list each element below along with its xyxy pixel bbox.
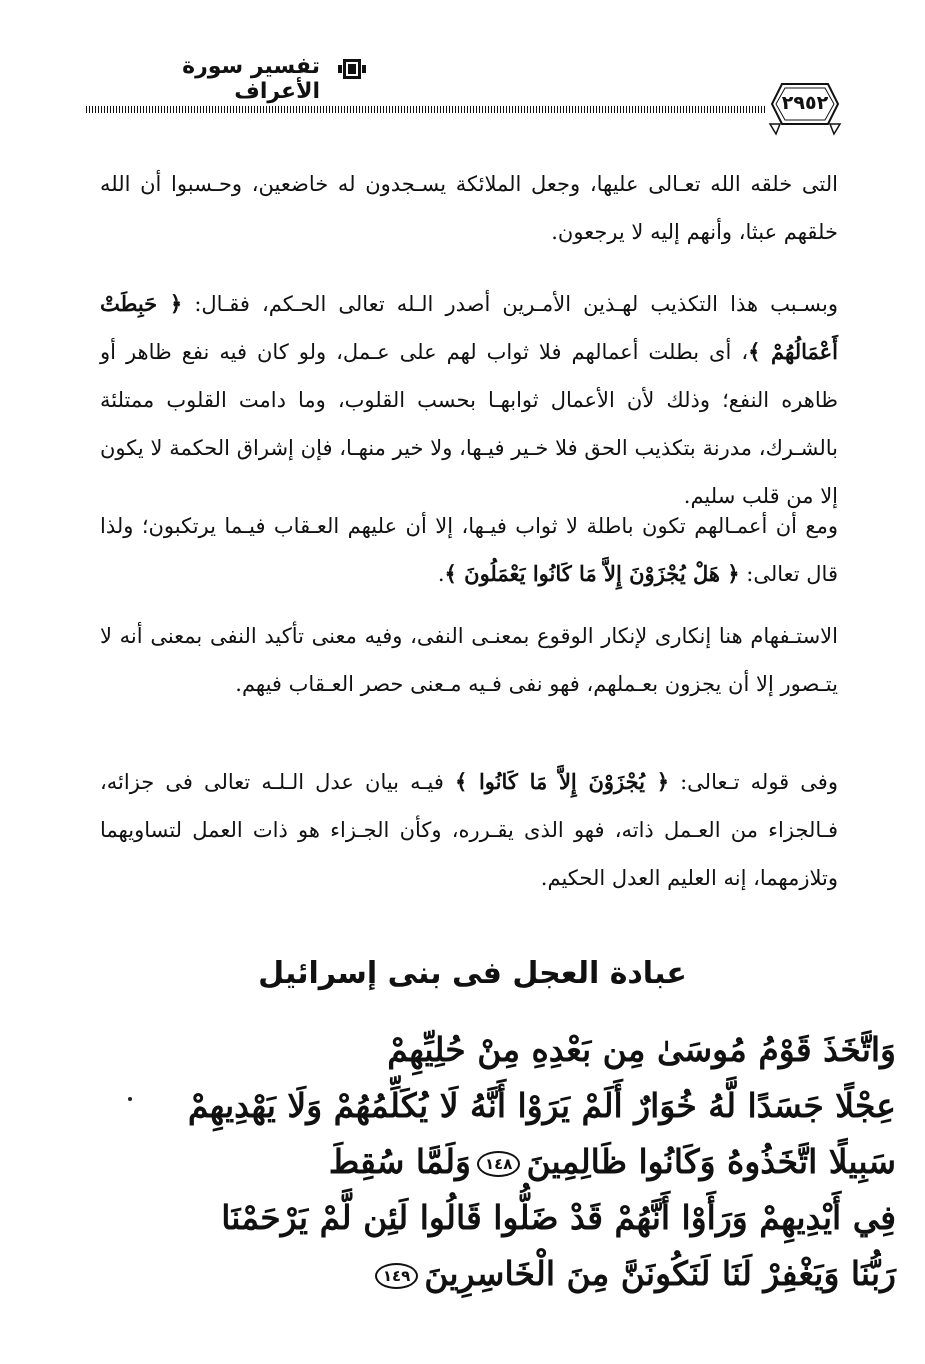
- verse-line: [176, 1190, 896, 1246]
- paragraph-5: [100, 758, 838, 902]
- verse-number-marker: ١٤٩: [375, 1263, 418, 1289]
- verse-text: فِي أَيْدِيهِمْ وَرَأَوْا أَنَّهُمْ قَدْ ضَلُّوا قَالُوا لَئِن لَّمْ يَرْحَمْنَا: [221, 1198, 896, 1237]
- verse-line: [176, 1134, 896, 1190]
- paragraph-text: التى خلقه الله تعـالى عليها، وجعل الملائكة يسـجدون له خاضعين، وحـسبوا أن الله خلقهم عبثا، وأنهم إليه لا يرجعون.: [100, 172, 838, 244]
- verse-text: سَبِيلًا اتَّخَذُوهُ وَكَانُوا ظَالِمِينَ: [526, 1142, 896, 1181]
- paragraph-3: [100, 502, 838, 598]
- verse-text: رَبُّنَا وَيَغْفِرْ لَنَا لَنَكُونَنَّ مِنَ الْخَاسِرِينَ: [424, 1254, 896, 1293]
- paragraph-text: فيـه بيان عدل الـلـه تعالى فى جزائه، فـالجزاء من العـمل ذاته، فهو الذى يقـرره، وكأن الجـزاء هو ذات العمل لتساويهما وتلازمهما، إنه العليم العدل الحكيم.: [100, 770, 838, 890]
- paragraph-text: وفى قوله تـعالى:: [669, 770, 838, 794]
- quran-verse-block: [176, 1022, 896, 1302]
- paragraph-text: .: [437, 562, 445, 586]
- scan-speck: [128, 1097, 132, 1101]
- verse-text: وَاتَّخَذَ قَوْمُ مُوسَىٰ مِن بَعْدِهِ مِنْ حُلِيِّهِمْ: [387, 1030, 896, 1069]
- paragraph-text: الاستـفهام هنا إنكارى لإنكار الوقوع بمعنـى النفى، وفيه معنى تأكيد النفى بمعنى أنه لا يتـصور إلا أن يجزون بعـملهم، فهو نفى فـيه مـعنى حصر العـقاب فيهم.: [100, 624, 838, 696]
- verse-line: [176, 1246, 896, 1302]
- paragraph-1: [100, 160, 838, 256]
- verse-text: عِجْلًا جَسَدًا لَّهُ خُوَارٌ أَلَمْ يَرَوْا أَنَّهُ لَا يُكَلِّمُهُمْ وَلَا يَهْدِيهِمْ: [187, 1086, 896, 1125]
- paragraph-2: [100, 280, 838, 520]
- verse-text: وَلَمَّا سُقِطَ: [328, 1142, 471, 1181]
- paragraph-text: ، أى بطلت أعمالهم فلا ثواب لهم على عـمل، ولو كان فيه نفع ظاهر أو ظاهره النفع؛ وذلك لأن الأعمال ثوابهـا بحسب القلوب، وما دامت القلوب ممتلئة بالشـرك، مدرنة بتكذيب الحق فلا خـير فيـها، ولا خير منهـا، فإن إشراق الحكمة لا يكون إلا من قلب سليم.: [100, 340, 838, 508]
- running-header-title: تفسير سورة الأعراف: [182, 54, 320, 104]
- verse-line: [176, 1022, 896, 1078]
- section-heading: عبادة العجل فى بنى إسرائيل: [258, 956, 687, 991]
- paragraph-4: [100, 612, 838, 708]
- paragraph-text: وبسـبب هذا التكذيب لهـذين الأمـرين أصدر الـله تعالى الحـكم، فقـال:: [182, 292, 838, 316]
- quran-quote: ﴿ يُجْزَوْنَ إِلاَّ مَا كَانُوا ﴾: [454, 769, 670, 794]
- verse-number-marker: ١٤٨: [477, 1151, 520, 1177]
- quran-quote: ﴿ هَلْ يُجْزَوْنَ إِلاَّ مَا كَانُوا يَعْمَلُونَ ﴾: [444, 561, 740, 586]
- page-number: ٢٩٥٢: [781, 92, 829, 114]
- header-rule: [86, 106, 766, 113]
- paragraph-text: ومع أن أعمـالهم تكون باطلة لا ثواب فيـها، إلا أن عليهم العـقاب فيـما يرتكبون؛ ولذا قال تعالى:: [100, 514, 838, 586]
- book-ornament-icon: [337, 56, 367, 82]
- quran-quote: ﴿ حَبِطَتْ أَعْمَالُهُمْ ﴾: [100, 291, 838, 364]
- verse-line: [176, 1078, 896, 1134]
